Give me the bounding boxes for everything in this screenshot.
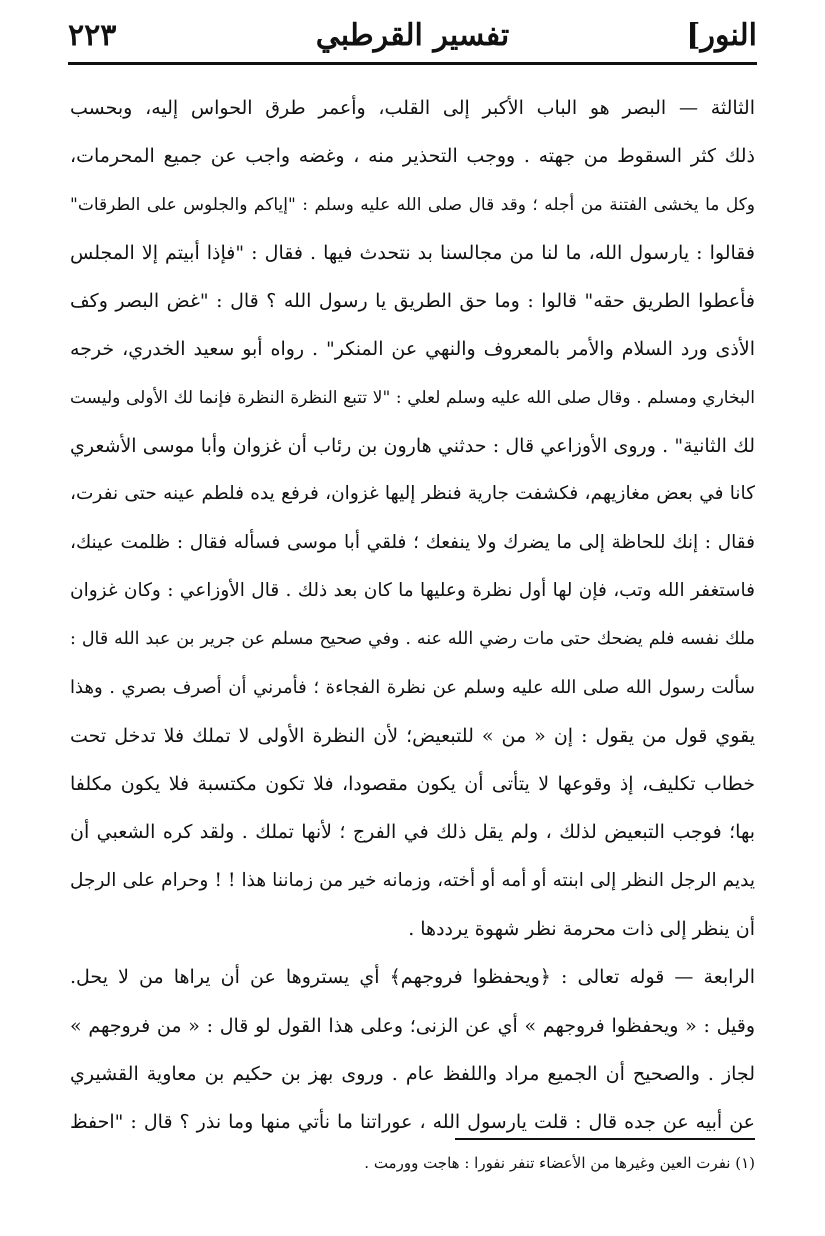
page-header — [68, 14, 757, 60]
text-line: كانا في بعض مغازيهم، فكشفت جارية فنظر إليها غزوان، فرفع يده فلطم عينه حتى نفرت، — [70, 483, 755, 505]
page-number: ٢٢٣ — [68, 18, 117, 53]
text-line: لك الثانية" . وروى الأوزاعي قال : حدثني هارون بن رئاب أن غزوان وأبا موسى الأشعري — [70, 435, 755, 458]
text-line: البخاري ومسلم . وقال صلى الله عليه وسلم لعلي : "لا تتبع النظرة النظرة فإنما لك الأولى وليست — [70, 387, 755, 408]
text-line: الأذى ورد السلام والأمر بالمعروف والنهي عن المنكر" . رواه أبو سعيد الخدري، خرجه — [70, 338, 755, 361]
book-title: تفسير القرطبي — [315, 18, 510, 53]
main-text — [70, 84, 755, 1147]
text-line: أن ينظر إلى ذات محرمة نظر شهوة يرددها . — [408, 918, 755, 941]
text-line: بها؛ فوجب التبعيض لذلك ، ولم يقل ذلك في الفرج ؛ لأنها تملك . ولقد كره الشعبي أن — [70, 821, 755, 844]
text-line: فاستغفر الله وتب، فإن لها أول نظرة وعليها ما كان بعد ذلك . قال الأوزاعي : وكان غزوان — [70, 579, 755, 601]
text-line: عن أبيه عن جده قال : قلت يارسول الله ، عوراتنا ما نأتي منها وما نذر ؟ قال : "احفظ — [70, 1111, 755, 1134]
text-line: ذلك كثر السقوط من جهته . ووجب التحذير منه ، وغضه واجب عن جميع المحرمات، — [70, 145, 755, 168]
text-line: لجاز . والصحيح أن الجميع مراد واللفظ عام . وروى بهز بن حكيم بن معاوية القشيري — [70, 1062, 755, 1085]
text-line: يقوي قول من يقول : إن « من » للتبعيض؛ لأن النظرة الأولى لا تملك فلا تدخل تحت — [70, 724, 755, 747]
text-line: سألت رسول الله صلى الله عليه وسلم عن نظرة الفجاءة ؛ فأمرني أن أصرف بصري . وهذا — [70, 676, 755, 698]
text-line: خطاب تكليف، إذ وقوعها لا يتأتى أن يكون مقصودا، فلا تكون مكتسبة فلا يكون مكلفا — [70, 773, 755, 796]
text-line: فقال : إنك للحاظة إلى ما يضرك ولا ينفعك ؛ فلقي أبا موسى فسأله فقال : ظلمت عينك، — [70, 531, 755, 553]
text-line: وقيل : « ويحفظوا فروجهم » أي عن الزنى؛ وعلى هذا القول لو قال : « من فروجهم » — [70, 1014, 755, 1037]
text-line: الرابعة — قوله تعالى : ﴿ويحفظوا فروجهم﴾ أي يستروها عن أن يراها من لا يحل. — [70, 966, 755, 989]
text-line: وكل ما يخشى الفتنة من أجله ؛ وقد قال صلى الله عليه وسلم : "إياكم والجلوس على الطرقات" — [70, 194, 755, 215]
header-divider — [68, 62, 757, 65]
footnote-divider — [455, 1138, 755, 1140]
text-line: فقالوا : يارسول الله، ما لنا من مجالسنا بد نتحدث فيها . فقال : "فإذا أبيتم إلا المجلس — [70, 241, 755, 264]
footnote: (١) نفرت العين وغيرها من الأعضاء تنفر نفورا : هاجت وورمت . — [364, 1154, 755, 1172]
text-line: يديم الرجل النظر إلى ابنته أو أمه أو أخته، وزمانه خير من زماننا هذا ! ! وحرام على الرجل — [70, 869, 755, 891]
surah-name: النور] — [686, 18, 757, 53]
text-line: ملك نفسه فلم يضحك حتى مات رضي الله عنه . وفي صحيح مسلم عن جرير بن عبد الله قال : — [70, 629, 755, 650]
text-line: فأعطوا الطريق حقه" قالوا : وما حق الطريق يا رسول الله ؟ قال : "غض البصر وكف — [70, 290, 755, 313]
text-line: الثالثة — البصر هو الباب الأكبر إلى القلب، وأعمر طرق الحواس إليه، وبحسب — [70, 97, 755, 119]
